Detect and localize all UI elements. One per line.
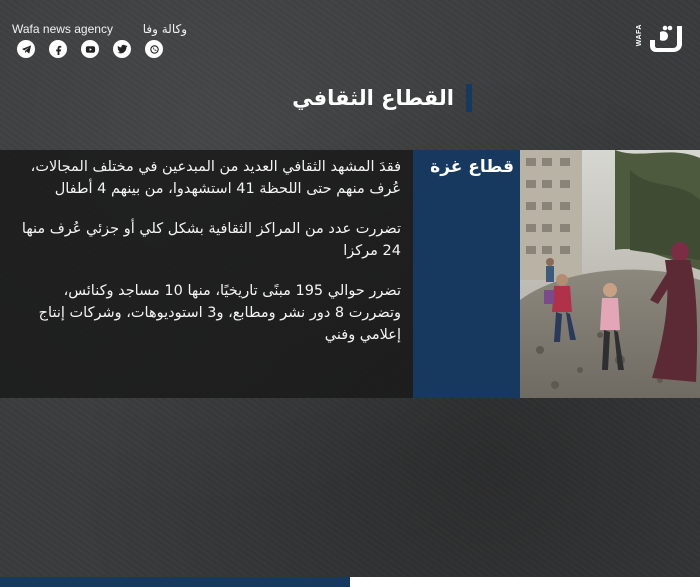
- twitter-icon[interactable]: [113, 40, 131, 58]
- text-panel: [0, 150, 413, 398]
- agency-name-row: [12, 22, 187, 36]
- bottom-strip: [0, 577, 700, 587]
- telegram-icon[interactable]: [17, 40, 35, 58]
- paragraph-2: تضررت عدد من المراكز الثقافية بشكل كلي أو جزئي عُرف منها 24 مركزا: [21, 221, 401, 259]
- youtube-icon[interactable]: [81, 40, 99, 58]
- bottom-strip-white: [350, 577, 700, 587]
- wafa-logo-mark: [646, 22, 686, 54]
- header-branding: [12, 18, 192, 68]
- wafa-logo: [636, 16, 686, 60]
- section-title-text: القطاع الثقافي: [292, 86, 454, 110]
- bottom-strip-navy: [0, 577, 350, 587]
- paragraph-3: تضرر حوالي 195 مبنًى تاريخيًا، منها 10 مساجد وكنائس، وتضررت 8 دور نشر ومطابع، و3 استوديوهات، وشركات إنتاج إعلامي وفني: [38, 283, 401, 343]
- info-card: [0, 150, 700, 398]
- whatsapp-icon[interactable]: [145, 40, 163, 58]
- photo-illustration: [520, 150, 700, 398]
- agency-name-en: Wafa news agency: [12, 22, 113, 36]
- social-icons: [17, 40, 163, 58]
- paragraph-1: فقدَ المشهد الثقافي العديد من المبدعين في مختلف المجالات، عُرف منهم حتى اللحظة 41 استشهدوا، من بينهم 4 أطفال: [30, 159, 401, 197]
- paragraph-list: [11, 156, 401, 364]
- gaza-photo: [520, 150, 700, 398]
- facebook-icon[interactable]: [49, 40, 67, 58]
- title-accent-bar: [466, 84, 472, 112]
- agency-name-ar: وكالة وفا: [142, 22, 187, 36]
- section-title: [292, 84, 472, 112]
- logo-wordmark: WAFA: [636, 24, 643, 47]
- label-panel: [413, 150, 520, 398]
- region-label: قطاع غزة: [430, 157, 514, 177]
